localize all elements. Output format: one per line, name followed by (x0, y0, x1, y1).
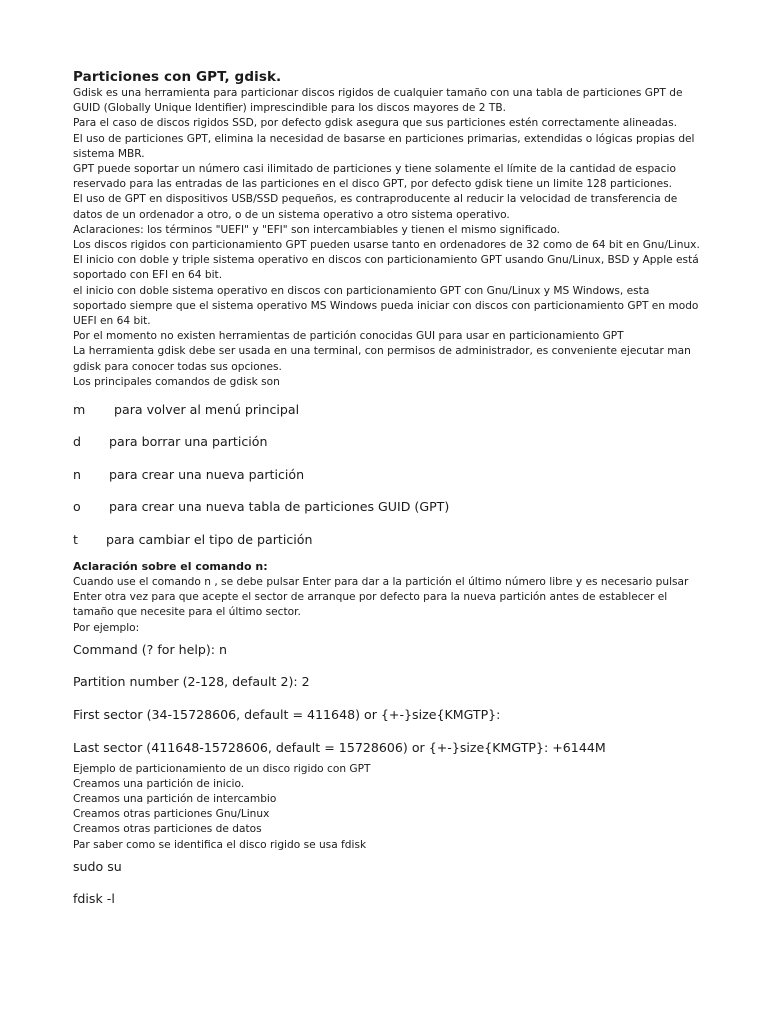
shell-line: fdisk -l (73, 891, 115, 907)
intro-paragraph: Por el momento no existen herramientas de partición conocidas GUI para usar en particionamiento GPT (73, 330, 624, 343)
intro-paragraph: Gdisk es una herramienta para particionar discos rigidos de cualquier tamaño con una tabla de particiones GPT de GUID (Globally Unique Identifier) imprescindible para los discos mayores de 2 TB. (73, 87, 683, 115)
partitioning-example-section (73, 762, 703, 853)
command-description: para crear una nueva tabla de particiones GUID (GPT) (109, 499, 450, 515)
example-note: Creamos otras particiones Gnu/Linux (73, 808, 270, 821)
command-description: para crear una nueva partición (109, 466, 305, 482)
command-item (73, 499, 703, 515)
intro-paragraph: Aclaraciones: los términos "UEFI" y "EFI" son intercambiables y tienen el mismo significado. (73, 223, 561, 236)
command-description: para volver al menú principal (114, 402, 300, 418)
intro-paragraph: El inicio con doble y triple sistema operativo en discos con particionamiento GPT usando Gnu/Linux, BSD y Apple está soportado con EFI en 64 bit. (73, 254, 699, 282)
example-note: Creamos una partición de intercambio (73, 793, 277, 806)
example-line: First sector (34-15728606, default = 411648) or {+-}size{KMGTP}: (73, 707, 501, 723)
example-block (73, 642, 703, 756)
n-command-paragraph: Por ejemplo: (73, 621, 140, 634)
document-title: Particiones con GPT, gdisk. (73, 69, 282, 85)
intro-paragraph: Los discos rigidos con particionamiento GPT pueden usarse tanto en ordenadores de 32 como de 64 bit en Gnu/Linux. (73, 239, 700, 252)
command-key: m (73, 402, 86, 418)
command-key: d (73, 434, 81, 450)
command-description: para cambiar el tipo de partición (106, 531, 313, 547)
example-line: Partition number (2-128, default 2): 2 (73, 674, 310, 690)
intro-paragraph: El uso de GPT en dispositivos USB/SSD pequeños, es contraproducente al reducir la velocidad de transferencia de datos de un ordenador a otro, o de un sistema operativo a otro sistema operativo. (73, 193, 678, 221)
intro-section (73, 86, 703, 390)
example-note: Ejemplo de particionamiento de un disco rigido con GPT (73, 762, 371, 775)
n-command-section (73, 559, 703, 636)
example-note: Creamos otras particiones de datos (73, 823, 262, 836)
intro-paragraph: Para el caso de discos rigidos SSD, por defecto gdisk asegura que sus particiones estén correctamente alineadas. (73, 117, 678, 130)
intro-paragraph: GPT puede soportar un número casi ilimitado de particiones y tiene solamente el límite de la cantidad de espacio reservado para las entradas de las particiones en el disco GPT, por defecto gdisk tiene un limite 128 particiones. (73, 163, 676, 191)
command-item (73, 467, 703, 483)
intro-paragraph: Los principales comandos de gdisk son (73, 375, 280, 388)
n-command-paragraph: Cuando use el comando n , se debe pulsar Enter para dar a la partición el último número libre y es necesario pulsar Enter otra vez para que acepte el sector de arranque por defecto para la nueva partición antes de establecer el tamaño que necesite para el último sector. (73, 576, 689, 619)
example-note: Creamos una partición de inicio. (73, 777, 245, 790)
intro-paragraph: el inicio con doble sistema operativo en discos con particionamiento GPT con Gnu/Linux y MS Windows, esta soportado siempre que el sistema operativo MS Windows pueda iniciar con discos con particionamiento GPT en modo UEFI en 64 bit. (73, 284, 699, 328)
command-key: n (73, 466, 81, 482)
shell-line: sudo su (73, 858, 122, 874)
intro-paragraph: El uso de particiones GPT, elimina la necesidad de basarse en particiones primarias, extendidas o lógicas propias del sistema MBR. (73, 132, 695, 160)
command-key: t (73, 531, 78, 547)
command-description: para borrar una partición (109, 434, 268, 450)
intro-paragraph: La herramienta gdisk debe ser usada en una terminal, con permisos de administrador, es conveniente ejecutar man gdisk para conocer todas sus opciones. (73, 345, 691, 373)
example-line: Command (? for help): n (73, 641, 228, 657)
document-page (73, 69, 703, 924)
command-item (73, 402, 703, 418)
command-list (73, 402, 703, 548)
n-command-heading: Aclaración sobre el comando n: (73, 560, 268, 574)
example-note: Par saber como se identifica el disco rigido se usa fdisk (73, 838, 367, 851)
shell-commands (73, 859, 703, 907)
command-item (73, 434, 703, 450)
command-item (73, 532, 703, 548)
example-line: Last sector (411648-15728606, default = 15728606) or {+-}size{KMGTP}: +6144M (73, 739, 606, 755)
command-key: o (73, 499, 81, 515)
